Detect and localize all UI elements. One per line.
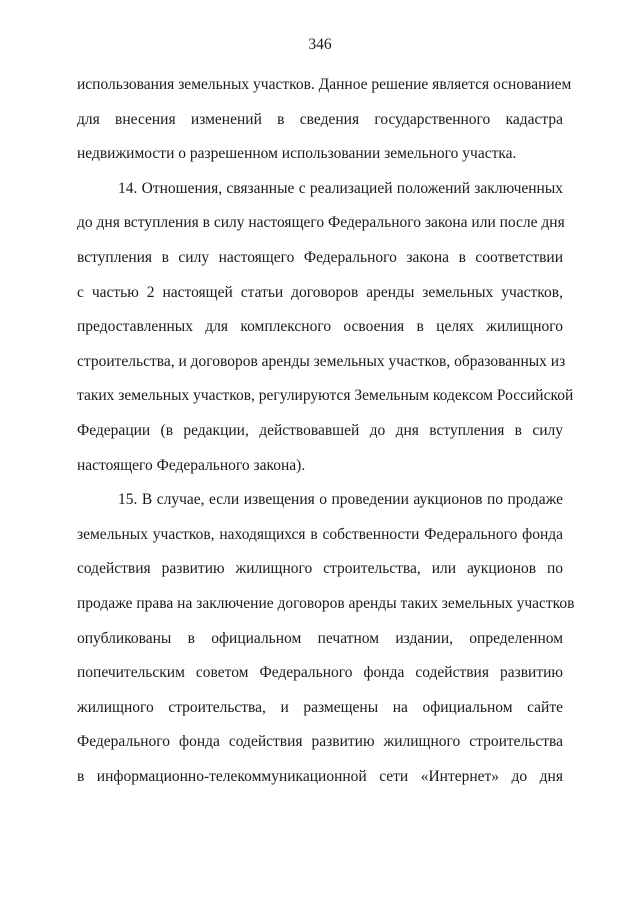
text-line: земельных участков, находящихся в собственности Федерального фонда <box>77 525 563 543</box>
text-line: предоставленных для комплексного освоения в целях жилищного <box>77 318 563 336</box>
text-line: таких земельных участков, регулируются Земельным кодексом Российской <box>77 387 574 405</box>
text-line: с частью 2 настоящей статьи договоров аренды земельных участков, <box>77 283 563 301</box>
text-line: жилищного строительства, и размещены на официальном сайте <box>77 698 563 716</box>
text-line: содействия развитию жилищного строительства, или аукционов по <box>77 560 563 578</box>
text-line: 15. В случае, если извещения о проведении аукционов по продаже <box>118 491 563 509</box>
text-line: опубликованы в официальном печатном издании, определенном <box>77 629 563 647</box>
text-line: недвижимости о разрешенном использовании земельного участка. <box>77 145 517 163</box>
text-line: использования земельных участков. Данное решение является основанием <box>77 76 572 93</box>
text-line: Федерального фонда содействия развитию жилищного строительства <box>77 733 563 751</box>
text-line: в информационно-телекоммуникационной сети «Интернет» до дня <box>77 767 563 785</box>
text-line: 14. Отношения, связанные с реализацией положений заключенных <box>118 179 563 197</box>
text-line: Федерации (в редакции, действовавшей до дня вступления в силу <box>77 421 563 439</box>
text-line: попечительским советом Федерального фонда содействия развитию <box>77 664 563 682</box>
text-line: для внесения изменений в сведения государственного кадастра <box>77 110 563 128</box>
text-line: строительства, и договоров аренды земельных участков, образованных из <box>77 352 566 370</box>
text-line: вступления в силу настоящего Федерального закона в соответствии <box>77 248 563 266</box>
text-line: до дня вступления в силу настоящего Федерального закона или после дня <box>77 214 565 232</box>
text-line: настоящего Федерального закона). <box>77 456 306 474</box>
page-number: 346 <box>308 36 332 53</box>
text-line: продаже права на заключение договоров аренды таких земельных участков <box>77 594 575 612</box>
document-body <box>77 68 575 794</box>
